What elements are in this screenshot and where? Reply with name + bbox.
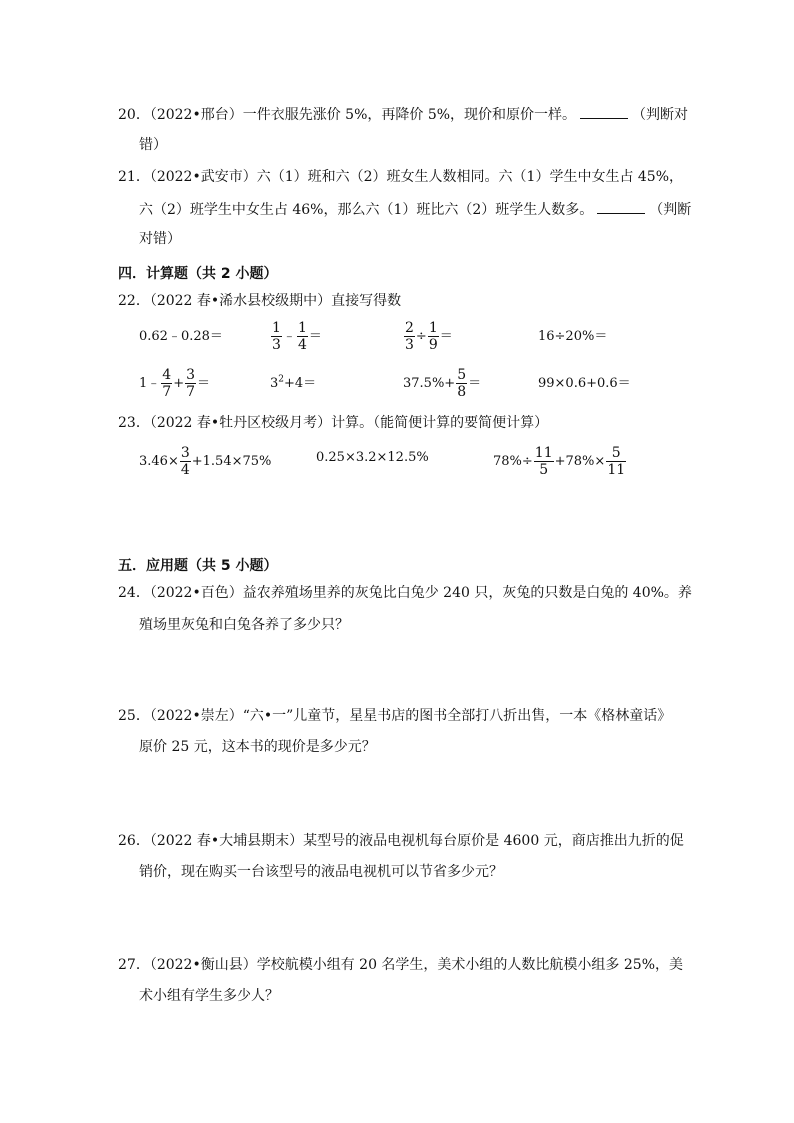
question-number: 21． — [118, 169, 150, 185]
question-source: （2022 春•牡丹区校级月考） — [149, 415, 332, 431]
question-24-line-2: 殖场里灰兔和白兔各养了多少只？ — [139, 617, 349, 633]
question-22-line-1 — [118, 294, 401, 308]
fraction: $\frac{1}{4}$ — [297, 320, 307, 353]
fraction: $\frac{5}{11}$ — [607, 445, 626, 478]
answer-blank — [597, 201, 645, 214]
question-26-line-2: 销价，现在购买一台该型号的液品电视机可以节省多少元？ — [139, 864, 503, 880]
question-26-line-1 — [118, 834, 684, 848]
expr-r2-a: 1﹣ $\frac{4}{7}$ + $\frac{3}{7}$ ＝ — [139, 367, 211, 400]
fraction: $\frac{2}{3}$ — [405, 320, 414, 353]
expr-r2-d: 99×0.6+0.6＝ — [538, 376, 631, 391]
fraction: $\frac{3}{4}$ — [180, 445, 190, 478]
question-text-tail: （判断 — [649, 202, 692, 218]
expr-r1-b: $\frac{1}{3}$ ﹣ $\frac{1}{4}$ ＝ — [272, 320, 322, 353]
expr-23-3: 78%÷ $\frac{11}{5}$ +78%× $\frac{5}{11}$ — [493, 445, 626, 478]
question-number: 23． — [118, 415, 150, 431]
answer-blank — [580, 106, 628, 119]
question-text: 益农养殖场里养的灰兔比白兔少 240 只，灰兔的只数是白兔的 40%。养 — [242, 585, 692, 601]
expr-r1-d: 16÷20%＝ — [538, 329, 608, 344]
question-text: “六•一”儿童节，星星书店的图书全部打八折出售，一本《格林童话》 — [242, 708, 672, 724]
question-23-line-1 — [118, 416, 548, 430]
section-heading-calculation: 四．计算题（共 2 小题） — [118, 266, 278, 282]
question-text: 计算。（能简便计算的要简便计算） — [331, 415, 549, 431]
question-text: 学校航模小组有 20 名学生，美术小组的人数比航模小组多 25%，美 — [256, 957, 683, 973]
fraction: $\frac{1}{9}$ — [428, 320, 438, 353]
fraction: $\frac{5}{8}$ — [457, 367, 467, 400]
question-25-line-2: 原价 25 元，这本书的现价是多少元？ — [139, 739, 376, 755]
fraction: $\frac{4}{7}$ — [162, 367, 172, 400]
question-number: 27． — [118, 957, 150, 973]
question-number: 26． — [118, 833, 150, 849]
fraction: $\frac{3}{7}$ — [186, 367, 196, 400]
question-27-line-2: 术小组有学生多少人？ — [139, 988, 279, 1004]
question-number: 24． — [118, 585, 150, 601]
question-27-line-1 — [118, 958, 683, 972]
question-text: 某型号的液品电视机每台原价是 4600 元，商店推出九折的促 — [303, 833, 684, 849]
question-20-line-1 — [118, 106, 688, 122]
question-source: （2022•衡山县） — [149, 957, 257, 973]
question-number: 25． — [118, 708, 150, 724]
question-21-line-3: 对错） — [139, 231, 181, 247]
question-source: （2022•武安市） — [149, 169, 257, 185]
expr-23-1: 3.46× $\frac{3}{4}$ +1.54×75% — [139, 445, 272, 478]
question-source: （2022 春•浠水县校级期中） — [149, 293, 332, 309]
fraction: $\frac{11}{5}$ — [534, 445, 553, 478]
question-number: 20． — [118, 107, 150, 123]
question-21-line-1 — [118, 170, 683, 184]
question-number: 22． — [118, 293, 150, 309]
expr-r1-c: $\frac{2}{3}$ ÷ $\frac{1}{9}$ ＝ — [405, 320, 453, 353]
expr-r2-c: 37.5%+ $\frac{5}{8}$ ＝ — [403, 367, 482, 400]
question-20-line-2: 错） — [139, 137, 167, 153]
question-text: 直接写得数 — [331, 293, 402, 309]
question-text: 六（2）班学生中女生占 46%，那么六（1）班比六（2）班学生人数多。 — [139, 202, 594, 218]
question-text: 六（1）班和六（2）班女生人数相同。六（1）学生中女生占 45%， — [256, 169, 684, 185]
section-heading-application: 五．应用题（共 5 小题） — [118, 558, 278, 574]
question-25-line-1 — [118, 709, 671, 723]
expr-r1-a: 0.62﹣0.28＝ — [139, 329, 223, 344]
question-text-tail: （判断对 — [632, 107, 689, 123]
expr-r2-b: $3^2+4=$ — [270, 374, 317, 391]
question-source: （2022•百色） — [149, 585, 243, 601]
question-text: 一件衣服先涨价 5%，再降价 5%，现价和原价一样。 — [242, 107, 577, 123]
question-source: （2022•崇左） — [149, 708, 243, 724]
expr-23-2: 0.25×3.2×12.5% — [316, 450, 429, 465]
fraction: $\frac{1}{3}$ — [272, 320, 281, 353]
question-source: （2022 春•大埔县期末） — [149, 833, 304, 849]
question-24-line-1 — [118, 586, 692, 600]
question-21-line-2 — [139, 201, 691, 217]
question-source: （2022•邢台） — [149, 107, 243, 123]
